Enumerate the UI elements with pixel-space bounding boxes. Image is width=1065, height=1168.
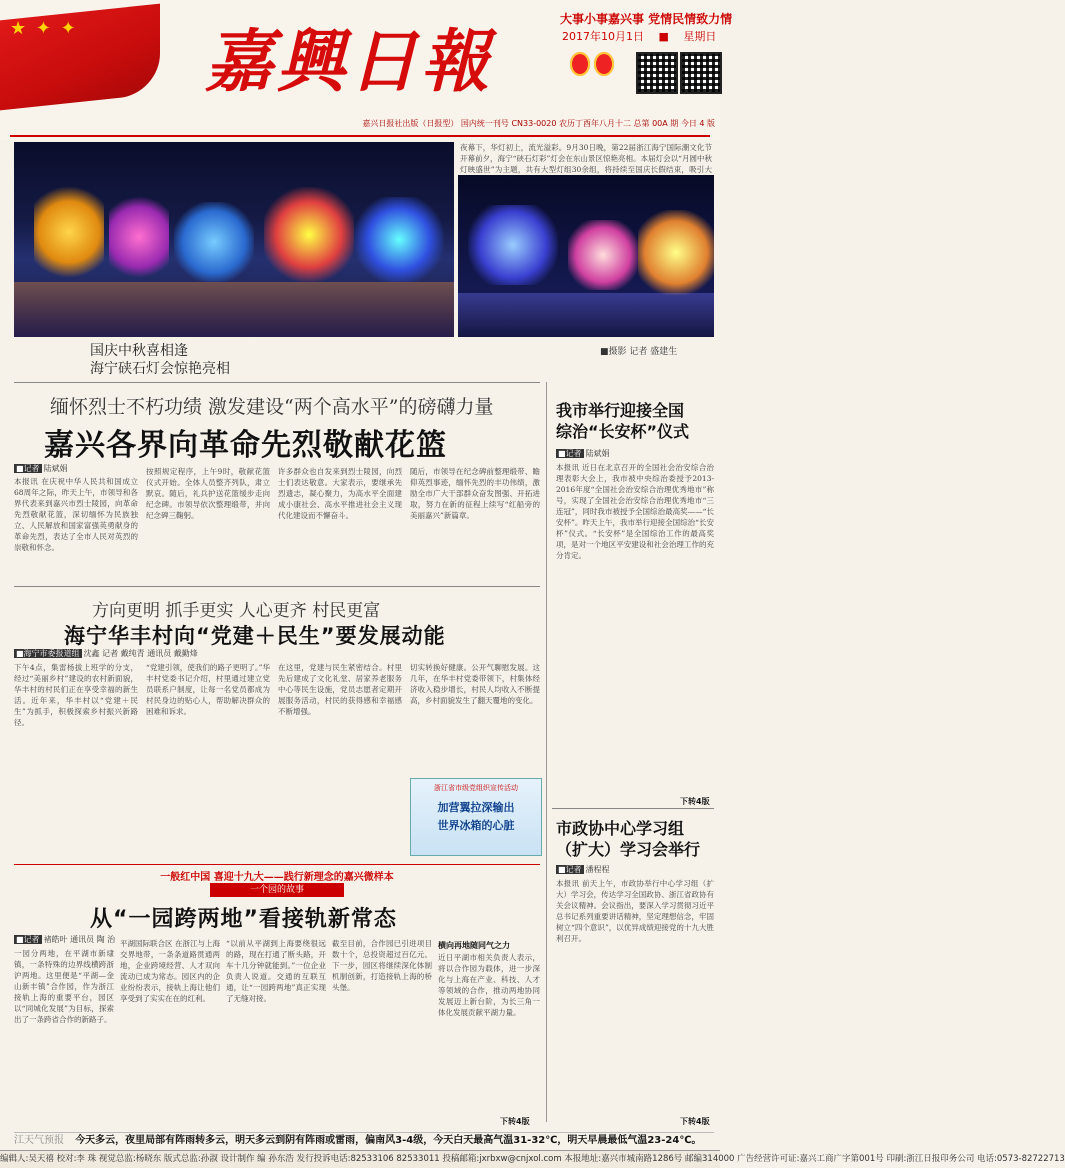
right-story2-headline-line1: 市政协中心学习组 — [556, 819, 685, 838]
story1-byline — [14, 463, 68, 474]
story3-subhead: 横向再地随同气之力 — [438, 941, 510, 950]
photo-caption — [90, 342, 230, 378]
masthead-divider — [10, 135, 710, 137]
masthead-date-row — [562, 28, 716, 44]
weather-tag: 江天气预报 — [14, 1135, 64, 1146]
photo-lantern-light — [354, 197, 444, 282]
lantern-icon — [570, 52, 590, 76]
banner-top-label: 一般红中国 喜迎十九大——践行新理念的嘉兴微样本 — [160, 872, 394, 883]
issue-weekday: 星期日 — [683, 30, 717, 43]
story1-column: 许多群众也自发来到烈士陵园，向烈士们表达敬意。大家表示，要继承先烈遗志，凝心聚力，为高水平全面建成小康社会、高水平推进社会主义现代化建设而不懈奋斗。 — [278, 467, 402, 520]
story2-subtitle: 方向更明 抓手更实 人心更齐 村民更富 — [92, 601, 381, 621]
story2-headline: 海宁华丰村向“党建＋民生”要发展动能 — [64, 624, 446, 648]
story3-continued: 下转4版 — [500, 1117, 530, 1126]
story3-column: 截至目前，合作园已引进项目数十个，总投资超过百亿元。下一步，园区将继续深化体制机制创新，打造接轨上海的桥头堡。 — [332, 939, 432, 992]
story3-headline: 从“一园跨两地”看接轨新常态 — [90, 907, 397, 932]
right-story1-headline-line1: 我市举行迎接全国 — [556, 401, 685, 420]
weather-forecast — [14, 1132, 714, 1149]
photo-lantern-light — [109, 192, 169, 282]
story2-column: “党建引领，使我们的路子更明了。”华丰村党委书记介绍，村里通过建立党员联系户制度，让每一名党员都成为村民身边的贴心人，帮助解决群众的困难和诉求。 — [146, 663, 270, 716]
photo-lantern-light — [264, 187, 354, 282]
masthead-slogan: 大事小事嘉兴事 党情民情致力情 — [560, 12, 733, 26]
byline-label: ■海宁市委报道组 — [16, 649, 80, 658]
byline-name: 陆斌娟 — [43, 464, 68, 473]
lantern-decoration — [568, 50, 638, 110]
publication-info: 嘉兴日报社出版（日报型） 国内统一刊号 CN33-0020 农历丁酉年八月十二 总第 00A 期 今日 4 版 — [362, 119, 715, 128]
date-separator-icon: ■ — [647, 30, 680, 43]
byline-label: ■记者 — [16, 464, 40, 473]
page-footer: 编辑人:吴天禧 校对:李 珠 视觉总监:杨晓东 版式总监:孙淑 设计制作 编 孙东浩 发行投诉电话:82533106 82533011 投稿邮箱:jxrbxw@cnjxol.com 本报地址:嘉兴市城南路1286号 邮编314000 广告经营许可证:嘉兴工商广字第001号 印刷:浙江日报印务公司 电话:0573-82722713 — [0, 1150, 720, 1168]
right-story1-headline — [556, 400, 716, 442]
story2-column: 下午4点，集雷杨拔上班学的分支，经过“美丽乡村”建设的农村新面貌，华丰村的村民们正在享受幸福的新生活。近年来，华丰村以“党建＋民生”为抓手，积极探索乡村振兴新路径。 — [14, 663, 138, 727]
byline-name: 陆斌娟 — [585, 449, 610, 458]
byline-label: ■记者 — [558, 865, 582, 874]
right-story2-continued: 下转4版 — [680, 1117, 710, 1126]
story3-column: 平湖国际联合区 在浙江与上海交界地带，一条条道路贯通两地，企业跨境经营、人才双向流动已成为常态。园区内的企业纷纷表示，接轨上海让他们享受到了实实在在的红利。 — [120, 939, 220, 1003]
photo-caption-line2: 海宁硖石灯会惊艳亮相 — [90, 361, 230, 377]
column-divider — [546, 382, 547, 1122]
photo-lantern-light — [174, 202, 254, 282]
story1-column: 本报讯 在庆祝中华人民共和国成立68周年之际，昨天上午，市领导和各界代表来到嘉兴市烈士陵园，向革命先烈敬献花篮，深切缅怀为民族独立、人民解放和国家富强英勇献身的革命先烈，表达了全市人民对英烈的崇敬和怀念。 — [14, 477, 138, 552]
ad-line3: 世界冰箱的心脏 — [437, 819, 515, 832]
lantern-icon — [594, 52, 614, 76]
lantern-festival-photo — [14, 142, 454, 337]
advertisement — [410, 778, 542, 856]
right-story1-headline-line2: 综治“长安杯”仪式 — [556, 422, 690, 441]
photo-water-reflection — [14, 282, 454, 337]
photo-building-light — [468, 205, 558, 285]
banner-sub-label: 一个园的故事 — [210, 883, 344, 897]
flag-stars-icon: ★ ✦ ✦ — [10, 18, 78, 39]
section-divider — [14, 586, 540, 587]
byline-name: 褚皓叶 通讯员 陶 治 — [43, 935, 116, 944]
byline-name: 潘程程 — [585, 865, 610, 874]
photo-water-reflection — [458, 293, 714, 337]
byline-label: ■记者 — [16, 935, 40, 944]
ad-line2: 加营翼拉深输出 — [437, 801, 515, 814]
story3-byline — [14, 934, 115, 945]
byline-label: ■记者 — [558, 449, 582, 458]
story2-column: 在这里，党建与民生紧密结合。村里先后建成了文化礼堂、居家养老服务中心等民生设施，党员志愿者定期开展服务活动，村民的获得感和幸福感不断增强。 — [278, 663, 402, 716]
story3-column: 一园分两地，在平湖市新埭镇，一条特殊的边界线横跨浙沪两地。这里便是“平湖—金山新丰镇”合作园，作为浙江接轨上海的重要平台，园区以“同城化发展”为目标，探索出了一条跨省合作的新路子。 — [14, 949, 114, 1024]
photo-caption-line1: 国庆中秋喜相逢 — [90, 343, 188, 359]
qr-code-icon — [680, 52, 722, 94]
byline-name: 沈鑫 记者 戴纯青 通讯员 戴勤烽 — [83, 649, 198, 658]
story2-column: 切实转换好健康。公开气聊慰发展。这几年，在华丰村党委带领下，村集体经济收入稳步增长，村民人均收入不断提高，乡村面貌发生了翻天覆地的变化。 — [410, 663, 540, 705]
right-story1-byline — [556, 448, 610, 459]
story1-column: 按照规定程序，上午9时，敬献花篮仪式开始。全体人员整齐列队，肃立默哀。随后，礼兵护送花篮缓步走向纪念碑。市领导依次整理缎带，并向纪念碑三鞠躬。 — [146, 467, 270, 520]
story2-byline — [14, 648, 198, 659]
story3-column: 近日平湖市相关负责人表示，将以合作园为载体，进一步深化与上海在产业、科技、人才等领域的合作，推动两地协同发展迈上新台阶，为长三角一体化发展贡献平湖力量。 — [438, 953, 540, 1017]
story3-column: “以前从平湖到上海要绕很远的路，现在打通了断头路，开车十几分钟就能到。”一位企业负责人说道。交通的互联互通，让“一园跨两地”真正实现了无缝对接。 — [226, 939, 326, 1003]
section-divider — [14, 382, 540, 383]
qr-code-icon — [636, 52, 678, 94]
photo-credit: ■摄影 记者 盛建生 — [600, 347, 678, 357]
photo-pagoda-light — [34, 182, 104, 282]
right-story2-headline-line2: （扩大）学习会举行 — [556, 840, 701, 859]
right-story1-continued: 下转4版 — [680, 797, 710, 806]
right-story2-headline — [556, 818, 716, 860]
issue-date: 2017年10月1日 — [562, 30, 644, 43]
lantern-festival-photo-right — [458, 175, 714, 337]
photo-lantern-light — [638, 210, 714, 295]
photo-lantern-light — [568, 220, 638, 290]
right-story1-body: 本报讯 近日在北京召开的全国社会治安综合治理表彰大会上，我市被中央综治委授予2013-2016年度“全国社会治安综合治理优秀地市”称号，实现了全国社会治安综合治理优秀地市“三连冠”，同时我市被授予全国综治最高奖——“长安杯”。昨天上午，我市举行迎接全国综治“长安杯”仪式。“长安杯”是全国综治工作的最高奖项，是对一个地区平安建设和社会治理工作的充分肯定。 — [556, 463, 714, 560]
story1-subtitle: 缅怀烈士不朽功绩 激发建设“两个高水平”的磅礴力量 — [50, 396, 494, 418]
weather-text: 今天多云，夜里局部有阵雨转多云，明天多云到阴有阵雨或雷雨，偏南风3-4级，今天白天最高气温31-32℃，明天早晨最低气温23-24℃。 — [75, 1135, 702, 1146]
right-story2-byline — [556, 864, 610, 875]
story1-headline: 嘉兴各界向革命先烈敬献花篮 — [44, 428, 447, 463]
right-story2-body: 本报讯 前天上午，市政协举行中心学习组（扩大）学习会，传达学习全国政协、浙江省政协有关会议精神。会议指出，要深入学习贯彻习近平总书记系列重要讲话精神，坚定理想信念，牢固树立“四个意识”，以优异成绩迎接党的十九大胜利召开。 — [556, 879, 714, 943]
newspaper-title: 嘉興日報 — [205, 22, 494, 102]
photo-description: 夜幕下，华灯初上，流光溢彩。9月30日晚，第22届浙江海宁国际潮文化节开幕前夕，海宁“硖石灯彩”灯会在东山景区惊艳亮相。本届灯会以“月圆中秋 灯映盛世”为主题，共有大型灯组30余组，将持续至国庆长假结束，吸引大 — [460, 143, 712, 174]
section-divider — [552, 808, 714, 809]
ad-line1: 浙江省市级党组织宣传活动 — [434, 784, 518, 792]
banner-divider — [14, 864, 540, 865]
story1-column: 随后，市领导在纪念碑前整理缎带、瞻仰英烈事迹，缅怀先烈的丰功伟绩，激励全市广大干部群众奋发图强、开拓进取，努力在新的征程上续写“红船旁的美丽嘉兴”新篇章。 — [410, 467, 540, 520]
